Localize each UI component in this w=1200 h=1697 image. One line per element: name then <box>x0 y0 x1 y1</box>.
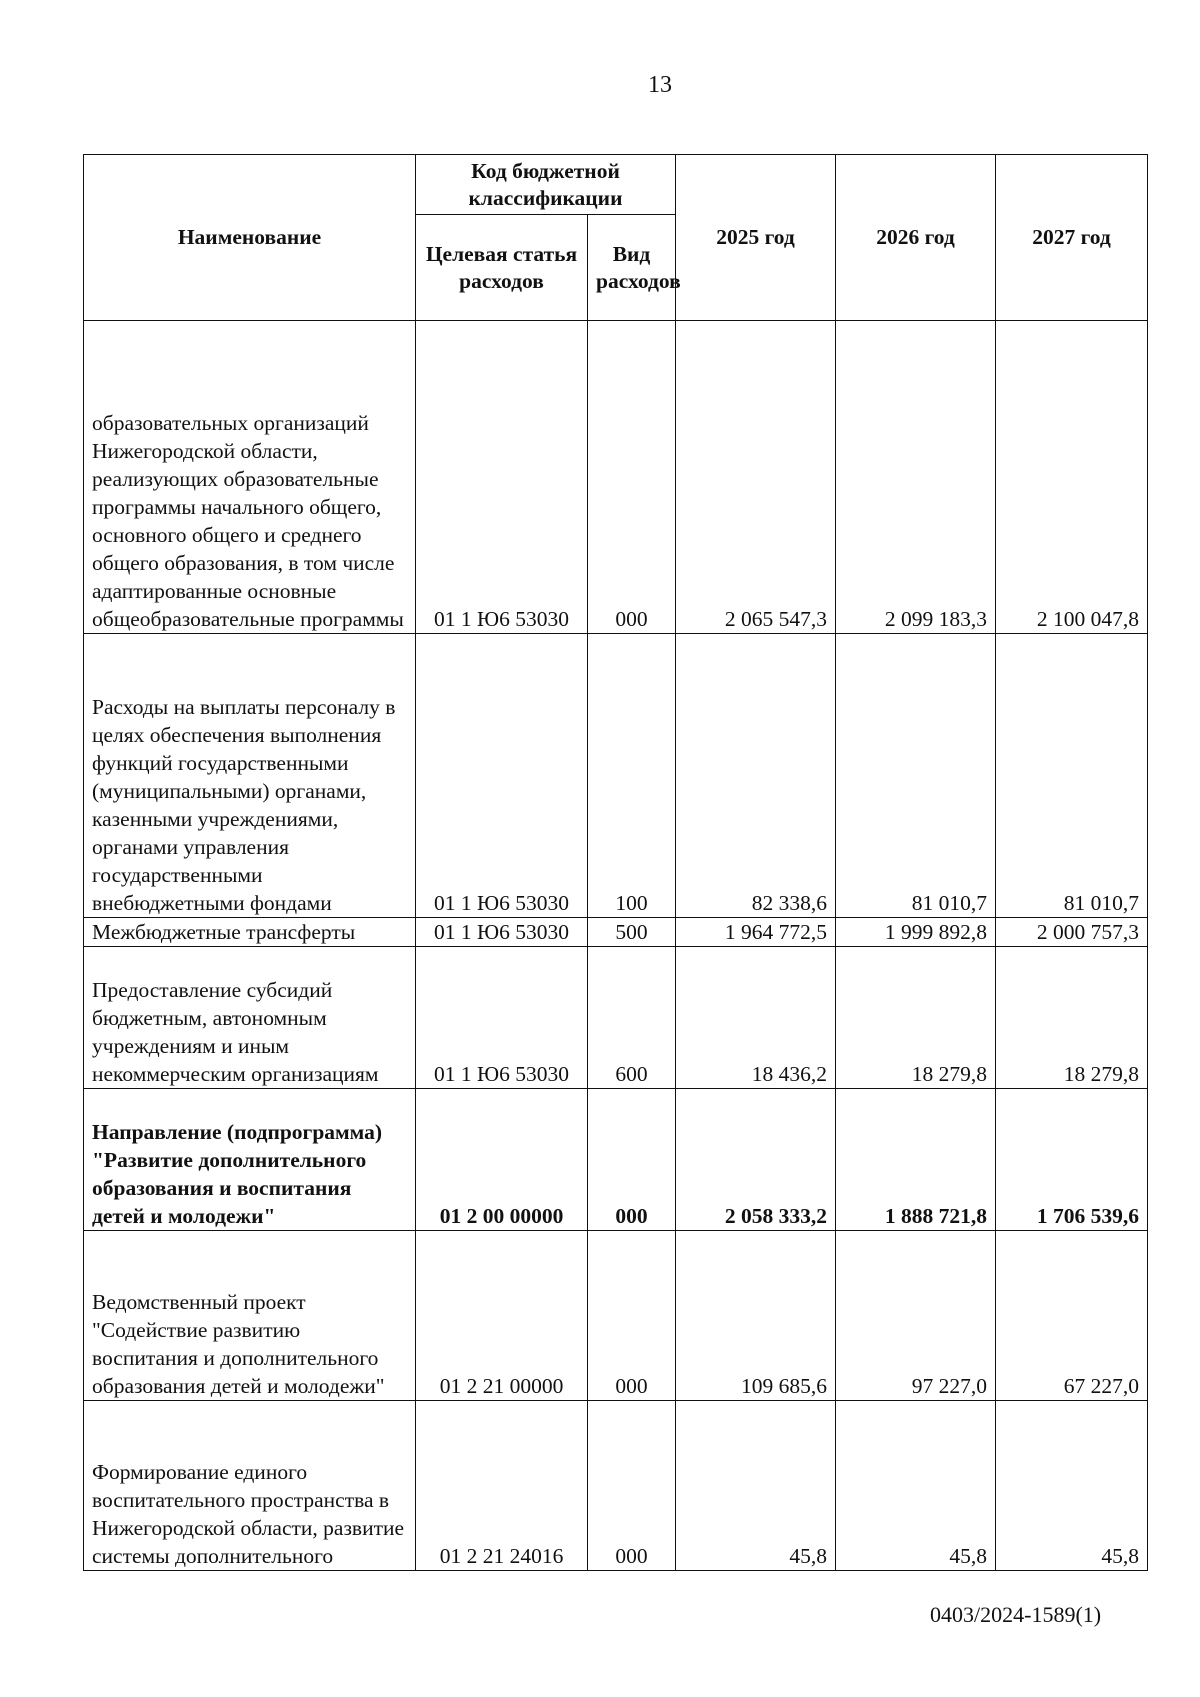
row-2025: 1 964 772,5 <box>676 918 836 947</box>
row-2026: 1 888 721,8 <box>836 1089 996 1231</box>
row-2025: 2 058 333,2 <box>676 1089 836 1231</box>
row-type: 000 <box>588 1401 676 1571</box>
row-code: 01 2 00 00000 <box>416 1089 588 1231</box>
table-row <box>84 918 1148 947</box>
header-2026: 2026 год <box>836 155 996 321</box>
table-row <box>84 321 1148 634</box>
row-type: 000 <box>588 321 676 634</box>
row-name: Направление (подпрограмма) "Развитие дополнительного образования и воспитания детей и молодежи" <box>84 1089 416 1231</box>
row-type: 600 <box>588 947 676 1089</box>
row-2025: 2 065 547,3 <box>676 321 836 634</box>
row-2026: 18 279,8 <box>836 947 996 1089</box>
header-name: Наименование <box>84 155 416 321</box>
row-2027: 2 100 047,8 <box>996 321 1148 634</box>
row-2026: 97 227,0 <box>836 1231 996 1401</box>
table-row <box>84 1231 1148 1401</box>
row-name: Ведомственный проект "Содействие развитию воспитания и дополнительного образования детей и молодежи" <box>84 1231 416 1401</box>
row-name: Формирование единого воспитательного пространства в Нижегородской области, развитие системы дополнительного <box>84 1401 416 1571</box>
row-name: образовательных организаций Нижегородской области, реализующих образовательные программы начального общего, основного общего и среднего общего образования, в том числе адаптированные основные общеобразовательные программы <box>84 321 416 634</box>
header-type: Вид расходов <box>588 215 676 321</box>
row-2027: 18 279,8 <box>996 947 1148 1089</box>
row-code: 01 1 Ю6 53030 <box>416 321 588 634</box>
row-type: 000 <box>588 1089 676 1231</box>
row-code: 01 1 Ю6 53030 <box>416 918 588 947</box>
row-2027: 81 010,7 <box>996 634 1148 918</box>
row-code: 01 1 Ю6 53030 <box>416 947 588 1089</box>
header-2025: 2025 год <box>676 155 836 321</box>
row-2025: 109 685,6 <box>676 1231 836 1401</box>
table-row <box>84 947 1148 1089</box>
row-2026: 2 099 183,3 <box>836 321 996 634</box>
row-2027: 2 000 757,3 <box>996 918 1148 947</box>
row-2025: 82 338,6 <box>676 634 836 918</box>
page-number: 13 <box>648 72 672 98</box>
row-type: 500 <box>588 918 676 947</box>
row-2026: 1 999 892,8 <box>836 918 996 947</box>
row-type: 100 <box>588 634 676 918</box>
row-2025: 45,8 <box>676 1401 836 1571</box>
row-name: Расходы на выплаты персоналу в целях обеспечения выполнения функций государственными (муниципальными) органами, казенными учреждениями, органами управления государственными внебюджетными фондами <box>84 634 416 918</box>
header-target: Целевая статья расходов <box>416 215 588 321</box>
header-2027: 2027 год <box>996 155 1148 321</box>
row-2026: 45,8 <box>836 1401 996 1571</box>
document-id: 0403/2024-1589(1) <box>930 1602 1102 1627</box>
table-row <box>84 1089 1148 1231</box>
row-2027: 67 227,0 <box>996 1231 1148 1401</box>
row-type: 000 <box>588 1231 676 1401</box>
row-2027: 45,8 <box>996 1401 1148 1571</box>
table-row <box>84 1401 1148 1571</box>
header-code-group: Код бюджетной классификации <box>416 155 676 215</box>
row-2027: 1 706 539,6 <box>996 1089 1148 1231</box>
budget-table <box>83 154 1148 1571</box>
row-code: 01 2 21 24016 <box>416 1401 588 1571</box>
table-row <box>84 634 1148 918</box>
row-name: Предоставление субсидий бюджетным, автономным учреждениям и иным некоммерческим организациям <box>84 947 416 1089</box>
header-row-1 <box>84 155 1148 215</box>
row-code: 01 2 21 00000 <box>416 1231 588 1401</box>
row-name: Межбюджетные трансферты <box>84 918 416 947</box>
row-2026: 81 010,7 <box>836 634 996 918</box>
row-code: 01 1 Ю6 53030 <box>416 634 588 918</box>
row-2025: 18 436,2 <box>676 947 836 1089</box>
